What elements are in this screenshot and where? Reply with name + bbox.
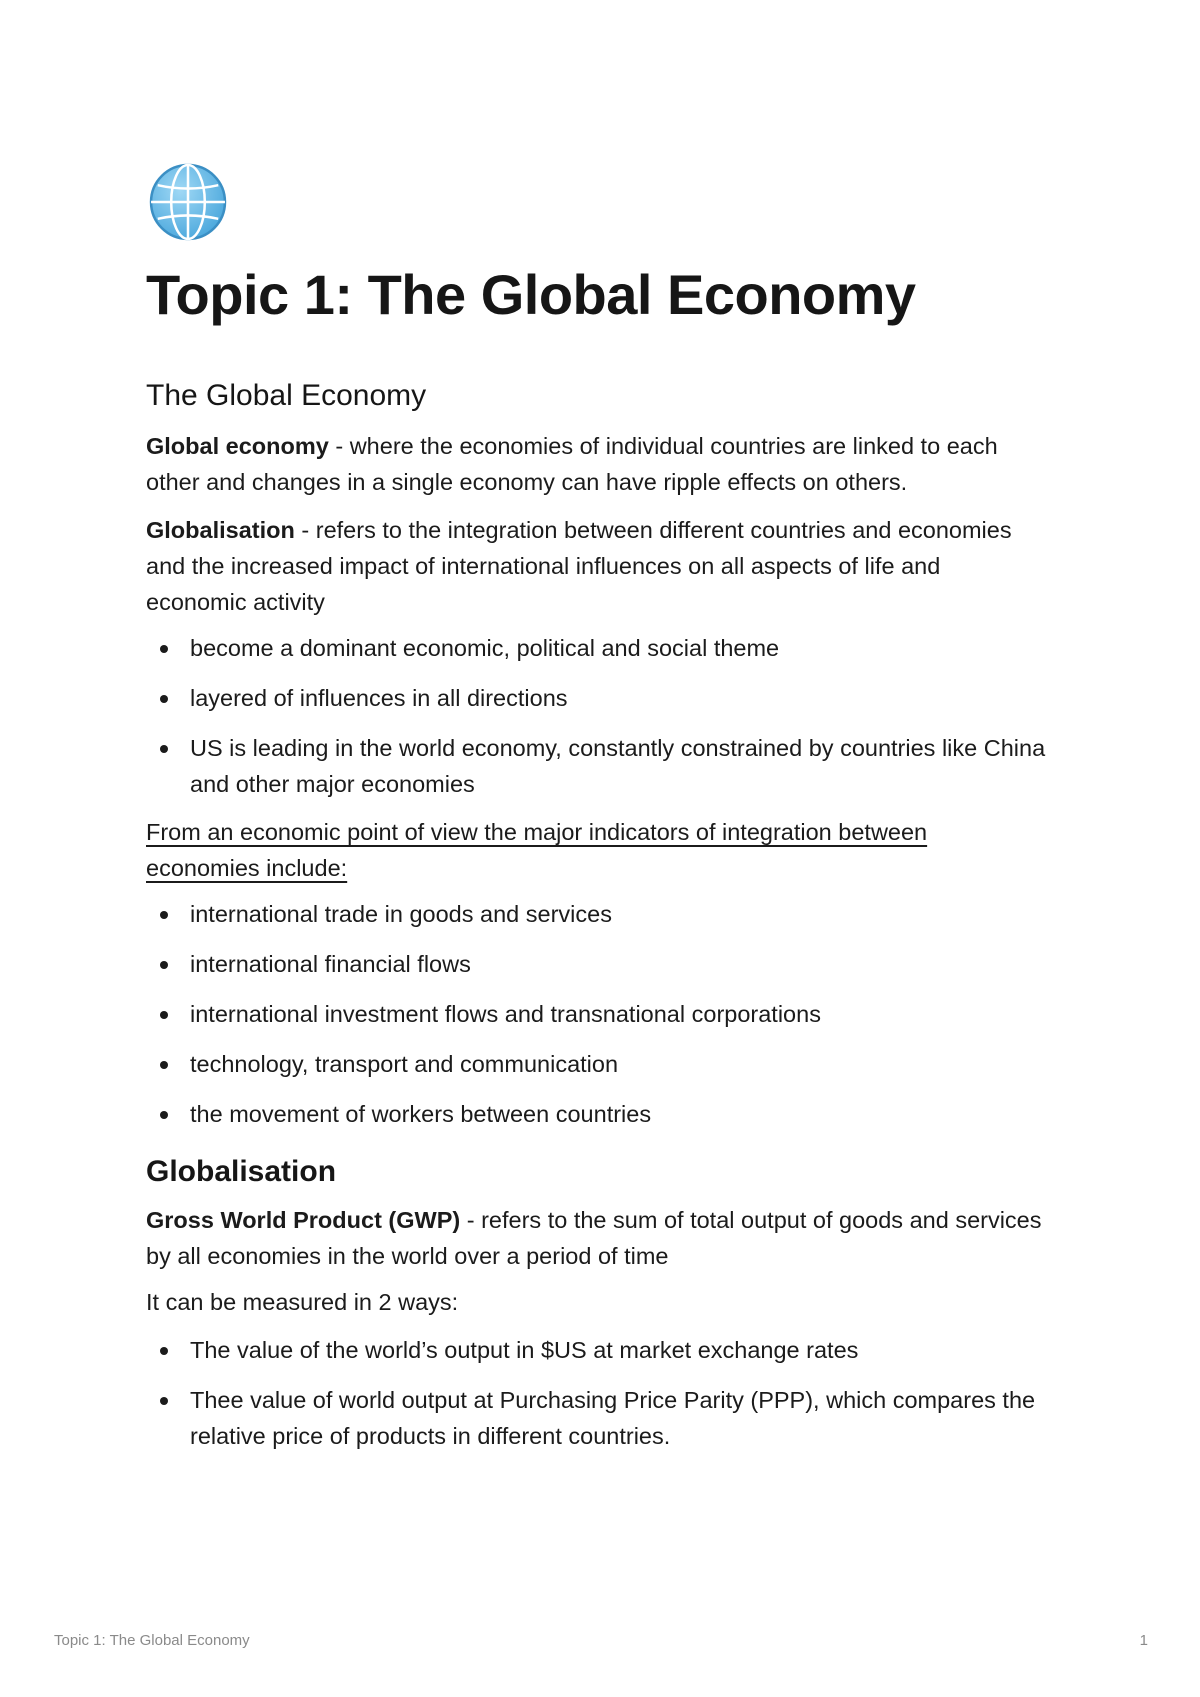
document-content [146,262,1046,1454]
globe-icon [146,160,230,244]
measure-intro: It can be measured in 2 ways: [146,1289,459,1315]
list-item: Thee value of world output at Purchasing Price Parity (PPP), which compares the relative price of products in different countries. [146,1382,1046,1454]
list-item: layered of influences in all directions [146,680,1046,716]
definition-text: - refers to the sum of total output of goods and services by all economies in the world over a period of time [146,1207,1042,1269]
term-global-economy: Global economy [146,433,329,459]
bullet-list-indicators [146,896,1046,1132]
footer-title: Topic 1: The Global Economy [54,1632,250,1649]
list-item: The value of the world’s output in $US at market exchange rates [146,1332,1046,1368]
footer-page-number: 1 [1139,1632,1148,1649]
definition-text: - refers to the integration between different countries and economies and the increased impact of international influences on all aspects of life and economic activity [146,517,1012,615]
list-item: technology, transport and communication [146,1046,1046,1082]
list-item: international investment flows and transnational corporations [146,996,1046,1032]
definition-global-economy [146,428,1046,500]
definition-gwp [146,1202,1046,1274]
section-heading-globalisation: Globalisation [146,1155,337,1188]
definition-globalisation [146,512,1046,620]
list-item: international financial flows [146,946,1046,982]
definition-text: - where the economies of individual countries are linked to each other and changes in a single economy can have ripple effects on others. [146,433,998,495]
indicators-intro: From an economic point of view the major indicators of integration between economies include: [146,819,928,881]
list-item: US is leading in the world economy, constantly constrained by countries like China and other major economies [146,730,1046,802]
list-item: become a dominant economic, political and social theme [146,630,1046,666]
bullet-list-globalisation [146,630,1046,802]
list-item: the movement of workers between countries [146,1096,1046,1132]
term-globalisation: Globalisation [146,517,295,543]
bullet-list-measures [146,1332,1046,1454]
term-gwp: Gross World Product (GWP) [146,1207,461,1233]
section-heading-global-economy: The Global Economy [146,379,427,412]
list-item: international trade in goods and services [146,896,1046,932]
page-title: Topic 1: The Global Economy [146,263,916,326]
